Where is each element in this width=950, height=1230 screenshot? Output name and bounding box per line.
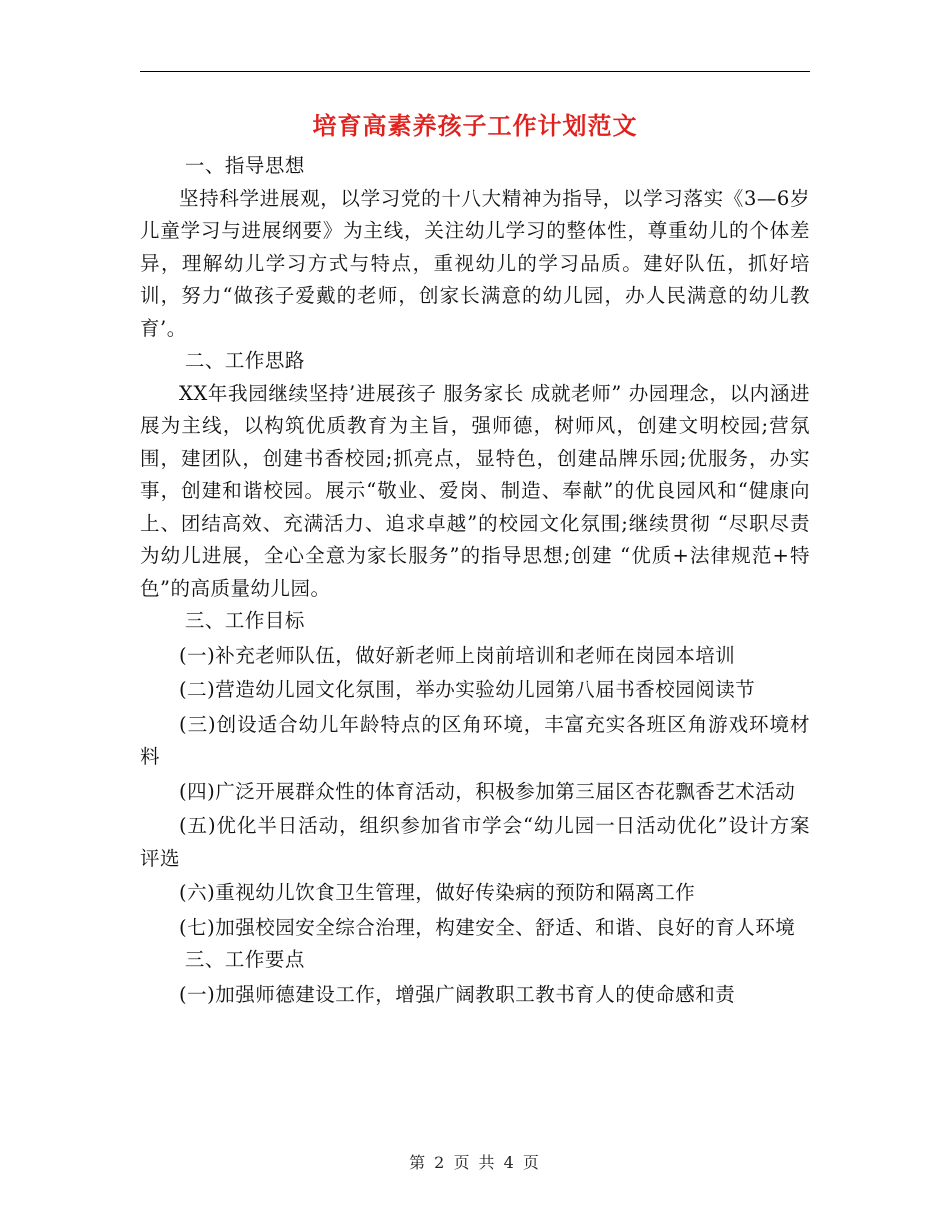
goal-item-6: (六)重视幼儿饮食卫生管理，做好传染病的预防和隔离工作 xyxy=(179,881,696,904)
paragraph-guiding-thought: 坚持科学进展观，以学习党的十八大精神为指导，以学习落实《3—6岁儿童学习与进展纲要》为主线，关注幼儿学习的整体性，尊重幼儿的个体差异，理解幼儿学习方式与特点，重视幼儿的学习品质。建好队伍，抓好培训，努力“做孩子爱戴的老师，创家长满意的幼儿园，办人民满意的幼儿教育’。 xyxy=(140,186,810,340)
document-body xyxy=(140,150,810,1011)
page-number-footer: 第 2 页 共 4 页 xyxy=(409,1153,541,1172)
goal-item-3: (三)创设适合幼儿年龄特点的区角环境，丰富充实各班区角游戏环境材料 xyxy=(140,712,810,768)
paragraph-work-approach: XX年我园继续坚持’进展孩子 服务家长 成就老师” 办园理念，以内涵进展为主线，以构筑优质教育为主旨，强师德，树师风，创建文明校园;营氛围，建团队，创建书香校园;抓亮点，显特色，创建品牌乐园;优服务，办实事，创建和谐校园。展示“敬业、爱岗、制造、奉献”的优良园风和“健康向上、团结高效、充满活力、追求卓越”的校园文化氛围;继续贯彻 “尽职尽责为幼儿进展，全心全意为家长服务”的指导思想;创建 “优质+法律规范+特色”的高质量幼儿园。 xyxy=(140,381,810,600)
goal-item-2: (二)营造幼儿园文化氛围，举办实验幼儿园第八届书香校园阅读节 xyxy=(179,678,756,701)
header-rule xyxy=(140,71,810,72)
document-title: 培育高素养孩子工作计划范文 xyxy=(312,111,638,140)
section-heading-work-approach: 二、工作思路 xyxy=(184,349,305,372)
goal-item-4: (四)广泛开展群众性的体育活动，积极参加第三届区杏花飘香艺术活动 xyxy=(179,779,796,803)
goal-item-1: (一)补充老师队伍，做好新老师上岗前培训和老师在岗园本培训 xyxy=(179,643,736,667)
work-point-item-1: (一)加强师德建设工作，增强广阔教职工教书育人的使命感和责 xyxy=(179,982,736,1006)
goal-item-5: (五)优化半日活动，组织参加省市学会“幼儿园一日活动优化”设计方案评选 xyxy=(140,814,810,870)
section-heading-work-goals: 三、工作目标 xyxy=(184,609,305,632)
section-heading-guiding-thought: 一、指导思想 xyxy=(184,154,305,177)
section-heading-work-points: 三、工作要点 xyxy=(184,948,305,971)
goal-item-7: (七)加强校园安全综合治理，构建安全、舒适、和谐、良好的育人环境 xyxy=(179,915,796,939)
